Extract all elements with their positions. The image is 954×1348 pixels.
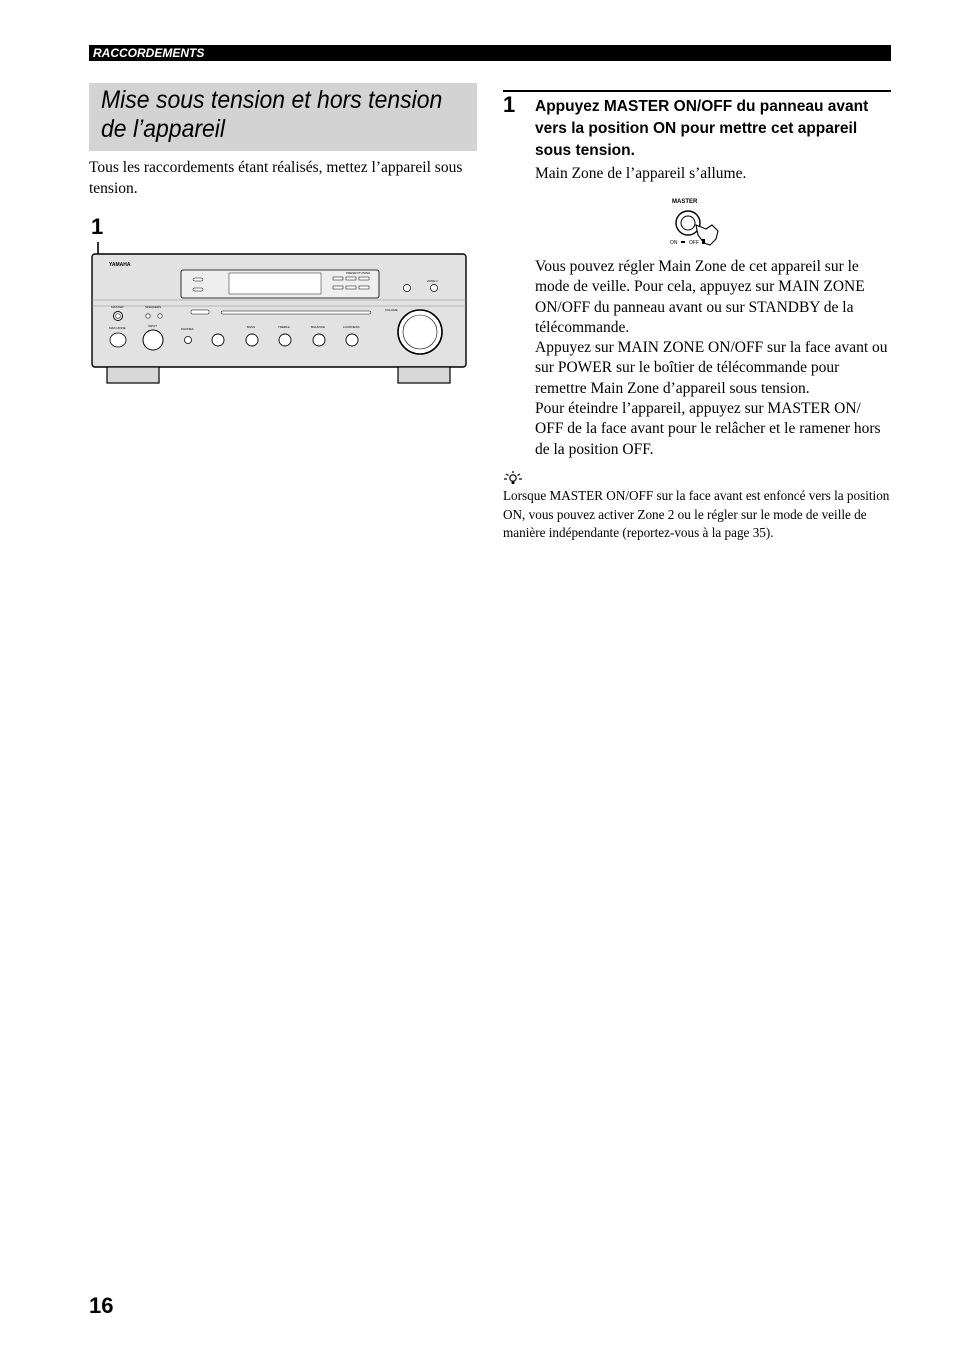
label-main-zone: MAIN ZONE bbox=[109, 326, 126, 330]
step-result: Main Zone de l’appareil s’allume. bbox=[535, 165, 747, 182]
tip-note: Lorsque MASTER ON/OFF sur la face avant est enfoncé vers la position ON, vous pouvez activer Zone 2 ou le régler sur le mode de veille de manière indépendante (reportez-vous à la page 35). bbox=[503, 488, 890, 541]
label-phones: PHONES bbox=[181, 327, 194, 331]
step-paragraph: Pour éteindre l’appareil, appuyez sur MASTER ON/ OFF de la face avant pour le relâcher et le ramener hors de la position OFF. bbox=[535, 400, 881, 458]
figure-callout-number: 1 bbox=[91, 214, 104, 239]
label-treble: TREBLE bbox=[278, 325, 290, 329]
label-bass: BASS bbox=[247, 325, 256, 329]
receiver-front-panel-illustration bbox=[89, 230, 469, 390]
title-box bbox=[89, 83, 477, 151]
step-divider bbox=[503, 90, 891, 92]
label-master: MASTER bbox=[111, 305, 124, 309]
page-number: 16 bbox=[89, 1293, 114, 1318]
label-balance: BALANCE bbox=[311, 325, 326, 329]
page-title-line-2: de l’appareil bbox=[101, 115, 226, 143]
lightbulb-tip-icon bbox=[503, 470, 523, 486]
step-number: 1 bbox=[503, 92, 516, 117]
master-icon-off: OFF bbox=[689, 240, 699, 246]
intro-paragraph: Tous les raccordements étant réalisés, mettez l’appareil sous tension. bbox=[89, 159, 463, 197]
label-zone2: ZONE 2 bbox=[427, 279, 438, 283]
label-speakers: SPEAKERS bbox=[145, 305, 162, 309]
label-loudness: LOUDNESS bbox=[343, 325, 360, 329]
label-preset-tuning: PRESET/TUNING bbox=[346, 271, 371, 275]
step-paragraph: Vous pouvez régler Main Zone de cet appareil sur le mode de veille. Pour cela, appuyez sur MAIN ZONE ON/OFF du panneau avant ou sur STANDBY de la télécommande. bbox=[535, 258, 865, 336]
brand-logo: YAMAHA bbox=[109, 262, 131, 268]
page-title bbox=[101, 86, 478, 144]
master-icon-label: MASTER bbox=[672, 199, 698, 205]
master-button-illustration bbox=[660, 195, 730, 253]
step-body bbox=[535, 257, 892, 460]
step-heading: Appuyez MASTER ON/OFF du panneau avant vers la position ON pour mettre cet appareil sous tension. bbox=[535, 98, 869, 159]
page-title-line-1: Mise sous tension et hors tension bbox=[101, 86, 443, 114]
label-volume: VOLUME bbox=[385, 308, 398, 312]
master-icon-on: ON bbox=[670, 240, 678, 246]
label-input: INPUT bbox=[148, 324, 157, 328]
section-header: RACCORDEMENTS bbox=[89, 45, 891, 61]
step-paragraph: Appuyez sur MAIN ZONE ON/OFF sur la face avant ou sur POWER sur le boîtier de télécommande pour remettre Main Zone d’appareil sous tension. bbox=[535, 339, 888, 397]
